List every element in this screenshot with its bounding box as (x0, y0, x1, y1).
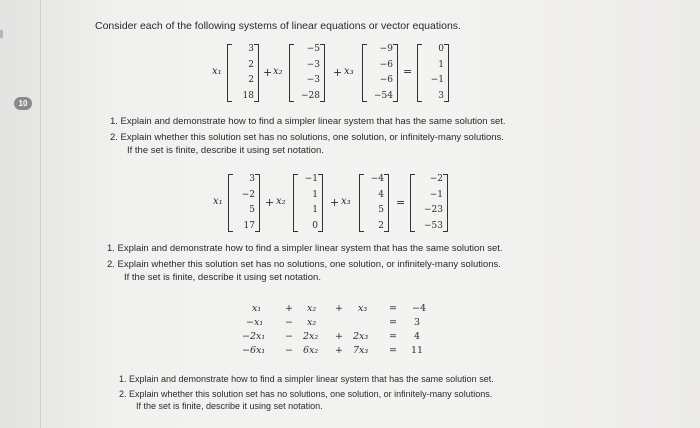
task-2: 2. Explain whether this solution set has no solutions, one solution, or infinitely-many solutions. (110, 132, 504, 143)
equals-sign: = (403, 65, 413, 78)
vector-1 (228, 174, 260, 232)
var-x1: x₁ (212, 66, 222, 77)
term: −2x₁ (242, 331, 266, 342)
operator: − (285, 317, 293, 328)
task-2-continuation: If the set is finite, describe it using set notation. (124, 272, 321, 283)
vector-3 (362, 44, 398, 102)
vector-entry: −5 (306, 44, 320, 54)
term: x₃ (358, 303, 368, 314)
task-2-continuation: If the set is finite, describe it using set notation. (136, 401, 323, 411)
term: 2x₂ (303, 331, 319, 342)
vector-entry: −23 (424, 205, 443, 216)
operator: + (335, 345, 343, 356)
plus-sign: + (330, 196, 340, 209)
vector-entry: 0 (438, 44, 444, 54)
task-2: 2. Explain whether this solution set has no solutions, one solution, or infinitely-many solutions. (119, 389, 493, 399)
vector-entry: 3 (249, 174, 255, 184)
system2-tasks (107, 242, 503, 287)
plus-sign: + (265, 196, 275, 209)
system3-tasks (119, 373, 494, 415)
vector-entry: 2 (248, 59, 254, 70)
vector-entry: 3 (438, 90, 444, 101)
vector-entry: 3 (248, 44, 254, 54)
vector-entry: 1 (438, 59, 444, 70)
vector-entry: 18 (242, 90, 254, 101)
vector-entry: −1 (430, 75, 444, 86)
term: x₂ (307, 317, 317, 328)
operator: + (335, 303, 343, 314)
vector-entry: −2 (241, 189, 255, 200)
var-x2: x₂ (276, 196, 286, 207)
constant: 11 (411, 345, 424, 356)
margin-mark (0, 30, 3, 38)
constant: −4 (412, 303, 427, 314)
operator: − (285, 345, 293, 356)
vector-entry: 2 (248, 75, 254, 86)
term: 7x₃ (353, 345, 369, 356)
task-1: 1. Explain and demonstrate how to find a simpler linear system that has the same solution set. (110, 116, 506, 127)
vector-entry: −1 (429, 189, 443, 200)
vector-entry: −4 (370, 174, 384, 184)
vector-entry: −6 (379, 59, 393, 70)
equals-sign: = (389, 345, 397, 356)
task-1: 1. Explain and demonstrate how to find a simpler linear system that has the same solution set. (107, 243, 503, 254)
vector-entry: 4 (378, 189, 384, 200)
var-x1: x₁ (213, 196, 223, 207)
term: x₁ (252, 303, 262, 314)
vector-2 (293, 174, 323, 232)
task-1: 1. Explain and demonstrate how to find a simpler linear system that has the same solution set. (119, 374, 494, 384)
vector-entry: 1 (312, 205, 318, 216)
vector-entry: 1 (312, 189, 318, 200)
term: 6x₂ (303, 345, 319, 356)
question-number-badge: 10 (14, 97, 32, 110)
term: 2x₃ (353, 331, 369, 342)
vector-entry: −3 (306, 59, 320, 70)
vector-entry: −2 (429, 174, 443, 184)
operator: − (285, 331, 293, 342)
system1-tasks (110, 115, 506, 160)
term: x₂ (307, 303, 317, 314)
vector-entry: −28 (301, 90, 320, 101)
vector-entry: 0 (312, 220, 318, 231)
term: −x₁ (246, 317, 264, 328)
var-x2: x₂ (273, 66, 283, 77)
vector-entry: 5 (249, 205, 255, 216)
task-2-continuation: If the set is finite, describe it using set notation. (127, 145, 324, 156)
var-x3: x₃ (344, 66, 354, 77)
vector-2 (289, 44, 325, 102)
vector-entry: 5 (378, 205, 384, 216)
vector-3 (359, 174, 389, 232)
margin-line (40, 0, 41, 428)
var-x3: x₃ (341, 196, 351, 207)
plus-sign: + (263, 66, 273, 79)
vector-1 (227, 44, 259, 102)
equals-sign: = (396, 196, 406, 209)
task-2: 2. Explain whether this solution set has no solutions, one solution, or infinitely-many solutions. (107, 259, 501, 270)
vector-entry: −1 (304, 174, 318, 184)
rhs-vector (410, 174, 448, 232)
vector-entry: −9 (379, 44, 393, 54)
equals-sign: = (389, 303, 397, 314)
equals-sign: = (389, 317, 397, 328)
plus-sign: + (333, 66, 343, 79)
prompt-text: Consider each of the following systems of linear equations or vector equations. (95, 20, 461, 32)
vector-entry: 17 (243, 220, 255, 231)
equals-sign: = (389, 331, 397, 342)
vector-entry: 2 (378, 220, 384, 231)
vector-entry: −6 (379, 75, 393, 86)
constant: 3 (414, 317, 421, 328)
vector-entry: −3 (306, 75, 320, 86)
vector-entry: −53 (424, 220, 443, 231)
rhs-vector (417, 44, 449, 102)
vector-entry: −54 (374, 90, 393, 101)
term: −6x₁ (242, 345, 266, 356)
operator: + (285, 303, 293, 314)
constant: 4 (414, 331, 421, 342)
operator: + (335, 331, 343, 342)
